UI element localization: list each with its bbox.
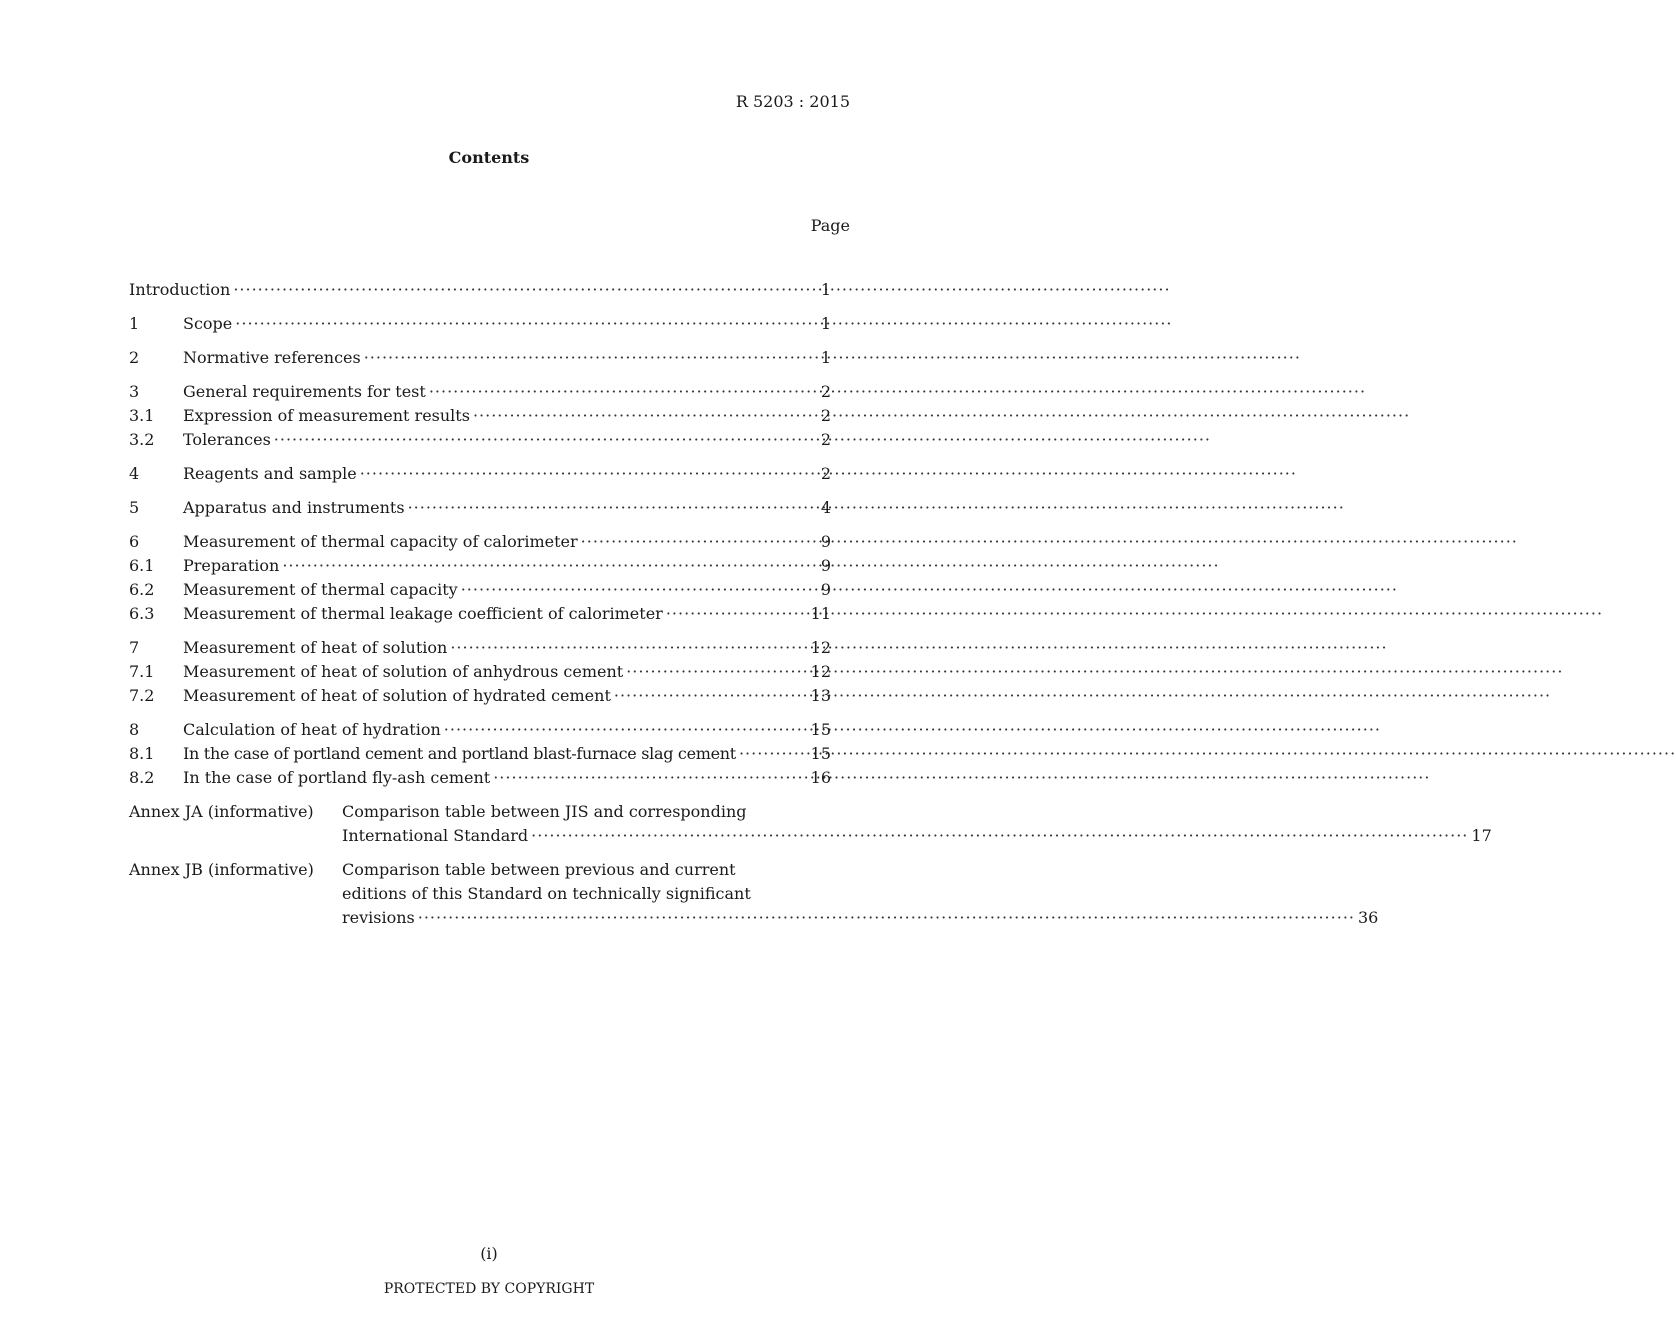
annex-title-line: Comparison table between JIS and corresponding bbox=[342, 802, 747, 821]
toc-entry[interactable] bbox=[129, 742, 831, 766]
dot-leader bbox=[614, 684, 1551, 708]
annex-label: Annex JA (informative) bbox=[129, 802, 314, 821]
toc-entry-page: 2 bbox=[820, 430, 831, 449]
toc-entry-title: Measurement of heat of solution of hydrated cement bbox=[183, 686, 611, 705]
annex-title-line: revisions bbox=[342, 908, 415, 927]
toc-entry-number: 2 bbox=[129, 348, 140, 367]
annex-title-line: Comparison table between previous and current bbox=[342, 860, 736, 879]
dot-leader bbox=[235, 312, 1172, 336]
toc-entry-page: 2 bbox=[820, 406, 831, 425]
toc-entry-page: 1 bbox=[820, 348, 831, 367]
annex-label: Annex JB (informative) bbox=[129, 860, 314, 879]
dot-leader bbox=[408, 496, 1345, 520]
toc-entry-title: Introduction bbox=[129, 280, 231, 299]
toc-entry-number: 6.2 bbox=[129, 580, 155, 599]
dot-leader bbox=[493, 766, 1430, 790]
toc-entry-page: 4 bbox=[820, 498, 831, 517]
toc-entry-page: 12 bbox=[810, 662, 831, 681]
toc-entry-title: In the case of portland fly-ash cement bbox=[183, 768, 491, 787]
toc-entry[interactable] bbox=[129, 346, 831, 370]
copyright-notice: PROTECTED BY COPYRIGHT bbox=[383, 1281, 595, 1297]
dot-leader bbox=[444, 718, 1381, 742]
toc-entry-title: Expression of measurement results bbox=[183, 406, 470, 425]
toc-entry[interactable] bbox=[129, 428, 831, 452]
toc-entry-page: 9 bbox=[820, 580, 831, 599]
toc-entry[interactable] bbox=[129, 496, 831, 520]
dot-leader bbox=[418, 906, 1355, 930]
toc-entry-title: Measurement of thermal capacity bbox=[183, 580, 458, 599]
annex-title-line: International Standard bbox=[342, 826, 529, 845]
toc-entry-title: Measurement of heat of solution of anhydrous cement bbox=[183, 662, 624, 681]
toc-entry-page: 16 bbox=[810, 768, 831, 787]
toc-entry-number: 8.2 bbox=[129, 768, 155, 787]
annex-title-line: editions of this Standard on technically significant bbox=[342, 884, 751, 903]
toc-entry[interactable] bbox=[129, 766, 831, 790]
dot-leader bbox=[274, 428, 1211, 452]
toc-entry[interactable] bbox=[129, 462, 831, 486]
toc-entry-page: 17 bbox=[1471, 826, 1492, 845]
toc-entry[interactable] bbox=[129, 312, 831, 336]
toc-annex-ja[interactable] bbox=[129, 800, 1492, 848]
toc-entry-page: 1 bbox=[820, 314, 831, 333]
toc-entry[interactable] bbox=[129, 684, 831, 708]
toc-entry[interactable] bbox=[129, 554, 831, 578]
toc-entry-title: General requirements for test bbox=[183, 382, 426, 401]
dot-leader bbox=[282, 554, 1219, 578]
toc-entry-number: 5 bbox=[129, 498, 140, 517]
dot-leader bbox=[473, 404, 1410, 428]
toc-entry-number: 4 bbox=[129, 464, 140, 483]
dot-leader bbox=[666, 602, 1603, 626]
toc-annex-jb[interactable] bbox=[129, 858, 1379, 930]
toc-entry-number: 7 bbox=[129, 638, 140, 657]
toc-entry-title: Reagents and sample bbox=[183, 464, 357, 483]
page-number: (i) bbox=[480, 1244, 498, 1263]
toc-entry-number: 8.1 bbox=[129, 744, 155, 763]
table-of-contents bbox=[129, 278, 1492, 930]
toc-entry[interactable] bbox=[129, 636, 831, 660]
toc-entry-title: Measurement of heat of solution bbox=[183, 638, 448, 657]
toc-entry-number: 7.2 bbox=[129, 686, 155, 705]
toc-entry-page: 11 bbox=[810, 604, 831, 623]
toc-entry[interactable] bbox=[129, 404, 831, 428]
dot-leader bbox=[531, 824, 1468, 848]
toc-entry[interactable] bbox=[129, 602, 831, 626]
toc-entry-page: 13 bbox=[810, 686, 831, 705]
dot-leader bbox=[581, 530, 1518, 554]
toc-entry-title: Tolerances bbox=[183, 430, 271, 449]
toc-entry-page: 36 bbox=[1357, 908, 1379, 927]
dot-leader bbox=[450, 636, 1387, 660]
toc-entry-title: Calculation of heat of hydration bbox=[183, 720, 441, 739]
toc-entry-title: Apparatus and instruments bbox=[183, 498, 405, 517]
page-title: Contents bbox=[448, 148, 530, 167]
toc-entry-page: 15 bbox=[810, 720, 831, 739]
page-column-header: Page bbox=[810, 216, 850, 235]
dot-leader bbox=[233, 278, 1170, 302]
toc-entry-page: 2 bbox=[820, 382, 831, 401]
toc-entry[interactable] bbox=[129, 380, 831, 404]
dot-leader bbox=[461, 578, 1398, 602]
toc-entry-title: In the case of portland cement and portland blast-furnace slag cement bbox=[183, 744, 736, 763]
toc-entry-number: 3.2 bbox=[129, 430, 155, 449]
dot-leader bbox=[739, 742, 1676, 766]
toc-entry-number: 6.3 bbox=[129, 604, 155, 623]
toc-entry-page: 12 bbox=[810, 638, 831, 657]
toc-entry-title: Preparation bbox=[183, 556, 280, 575]
toc-entry-title: Normative references bbox=[183, 348, 361, 367]
toc-entry-page: 9 bbox=[820, 532, 831, 551]
toc-entry-page: 9 bbox=[820, 556, 831, 575]
toc-entry-page: 2 bbox=[820, 464, 831, 483]
toc-entry[interactable] bbox=[129, 718, 831, 742]
toc-entry-number: 8 bbox=[129, 720, 140, 739]
toc-entry-number: 1 bbox=[129, 314, 140, 333]
dot-leader bbox=[626, 660, 1563, 684]
document-id: R 5203 : 2015 bbox=[735, 92, 850, 111]
toc-entry-number: 6.1 bbox=[129, 556, 155, 575]
toc-entry-title: Measurement of thermal leakage coefficient of calorimeter bbox=[183, 604, 663, 623]
toc-entry[interactable] bbox=[129, 530, 831, 554]
toc-entry[interactable] bbox=[129, 578, 831, 602]
toc-entry-number: 3 bbox=[129, 382, 140, 401]
toc-entry-title: Measurement of thermal capacity of calorimeter bbox=[183, 532, 578, 551]
toc-entry-page: 15 bbox=[810, 744, 831, 763]
dot-leader bbox=[429, 380, 1366, 404]
toc-entry[interactable] bbox=[129, 660, 831, 684]
dot-leader bbox=[364, 346, 1301, 370]
toc-entry-introduction[interactable] bbox=[129, 278, 831, 302]
toc-entry-title: Scope bbox=[183, 314, 233, 333]
toc-entry-number: 7.1 bbox=[129, 662, 155, 681]
toc-entry-page: 1 bbox=[820, 280, 831, 299]
toc-entry-number: 3.1 bbox=[129, 406, 155, 425]
toc-entry-number: 6 bbox=[129, 532, 140, 551]
